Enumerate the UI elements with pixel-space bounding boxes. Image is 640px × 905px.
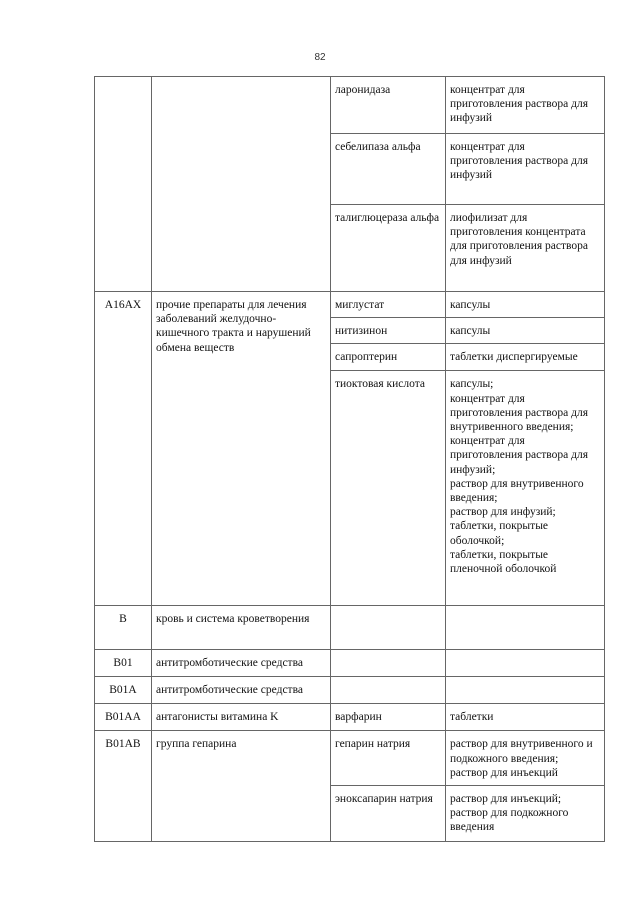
table-row [95, 677, 605, 704]
substance-cell: варфарин [331, 704, 446, 731]
dosage-form-cell: концентрат для приготовления раствора для инфузий [446, 134, 605, 205]
atc-code-cell: B01A [95, 677, 152, 704]
substance-cell: тиоктовая кислота [331, 371, 446, 606]
group-name-cell: кровь и система кроветворения [152, 606, 331, 650]
table-row [95, 650, 605, 677]
atc-code-cell [95, 77, 152, 292]
dosage-form-cell [446, 650, 605, 677]
dosage-form-cell: капсулы; концентрат для приготовления раствора для внутривенного введения; концентрат для приготовления раствора для инфузий; раствор для внутривенного введения; раствор для инфузий; таблетки, покрытые оболочкой; таблетки, покрытые пленочной оболочкой [446, 371, 605, 606]
atc-code-cell: B [95, 606, 152, 650]
table-row [95, 606, 605, 650]
dosage-form-cell: раствор для внутривенного и подкожного введения; раствор для инъекций [446, 731, 605, 786]
substance-cell: нитизинон [331, 318, 446, 344]
dosage-form-cell: раствор для инъекций; раствор для подкожного введения [446, 786, 605, 842]
substance-cell [331, 606, 446, 650]
atc-code-cell: B01AB [95, 731, 152, 842]
substance-cell [331, 650, 446, 677]
dosage-form-cell [446, 606, 605, 650]
dosage-form-cell: лиофилизат для приготовления концентрата для приготовления раствора для инфузий [446, 205, 605, 292]
dosage-form-cell: таблетки [446, 704, 605, 731]
substance-cell: себелипаза альфа [331, 134, 446, 205]
group-name-cell: группа гепарина [152, 731, 331, 842]
dosage-form-cell [446, 677, 605, 704]
dosage-form-cell: капсулы [446, 318, 605, 344]
atc-code-cell: B01AA [95, 704, 152, 731]
substance-cell: ларонидаза [331, 77, 446, 134]
atc-code-cell: B01 [95, 650, 152, 677]
page-number: 82 [314, 52, 326, 63]
group-name-cell [152, 77, 331, 292]
group-name-cell: антагонисты витамина K [152, 704, 331, 731]
substance-cell: миглустат [331, 292, 446, 318]
table-row [95, 292, 605, 318]
group-name-cell: антитромботические средства [152, 650, 331, 677]
table-row [95, 704, 605, 731]
substance-cell: сапроптерин [331, 344, 446, 371]
substance-cell: гепарин натрия [331, 731, 446, 786]
substance-cell: талиглюцераза альфа [331, 205, 446, 292]
substance-cell [331, 677, 446, 704]
table-row [95, 731, 605, 786]
dosage-form-cell: капсулы [446, 292, 605, 318]
substance-cell: эноксапарин натрия [331, 786, 446, 842]
dosage-form-cell: концентрат для приготовления раствора для инфузий [446, 77, 605, 134]
table-row [95, 77, 605, 134]
medication-table [94, 76, 605, 842]
group-name-cell: прочие препараты для лечения заболеваний желудочно-кишечного тракта и нарушений обмена веществ [152, 292, 331, 606]
dosage-form-cell: таблетки диспергируемые [446, 344, 605, 371]
atc-code-cell: A16AX [95, 292, 152, 606]
group-name-cell: антитромботические средства [152, 677, 331, 704]
